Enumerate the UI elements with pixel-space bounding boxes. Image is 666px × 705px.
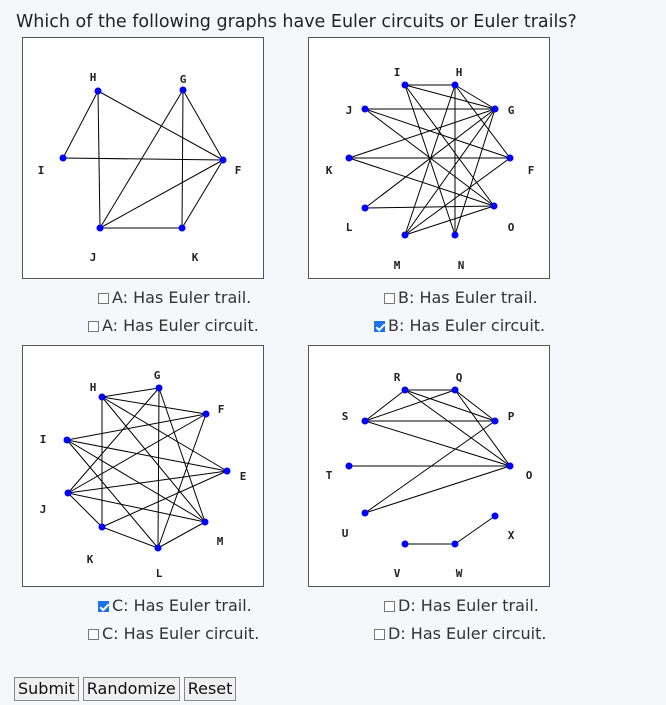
- edge-j-f: [365, 109, 510, 158]
- node-label-h: H: [89, 71, 97, 84]
- option-b-trail[interactable]: [384, 288, 538, 307]
- node-label-g: G: [507, 104, 515, 117]
- node-o: [491, 203, 498, 210]
- edge-h-e: [102, 397, 227, 471]
- node-label-m: M: [393, 259, 401, 272]
- node-m: [202, 519, 209, 526]
- node-label-f: F: [234, 164, 242, 177]
- graph-a: [22, 37, 264, 279]
- node-label-k: K: [86, 553, 94, 566]
- randomize-button[interactable]: Randomize: [83, 677, 180, 701]
- node-h: [95, 88, 102, 95]
- node-label-j: J: [89, 251, 97, 264]
- node-f: [220, 157, 227, 164]
- option-b-trail-checkbox[interactable]: [384, 293, 395, 304]
- node-p: [492, 418, 499, 425]
- edge-q-o: [455, 390, 510, 466]
- edge-g-k: [182, 90, 183, 228]
- node-label-s: S: [341, 410, 349, 423]
- edge-g-m: [159, 388, 205, 522]
- graph-a-canvas: [23, 38, 263, 278]
- edge-r-s: [365, 390, 405, 421]
- edge-i-o: [405, 85, 494, 206]
- node-j: [97, 225, 104, 232]
- edge-h-f: [98, 91, 223, 160]
- node-label-f: F: [217, 403, 225, 416]
- node-g: [156, 385, 163, 392]
- option-d-circuit-checkbox[interactable]: [374, 629, 385, 640]
- option-b-circuit[interactable]: [374, 316, 545, 335]
- edge-h-f: [102, 397, 206, 414]
- edge-h-j: [98, 91, 100, 228]
- node-s: [362, 418, 369, 425]
- node-label-h: H: [89, 381, 97, 394]
- option-d-trail[interactable]: [384, 596, 539, 615]
- node-f: [203, 411, 210, 418]
- edge-i-l: [67, 440, 158, 548]
- option-c-circuit[interactable]: [88, 624, 259, 643]
- node-k: [346, 155, 353, 162]
- node-v: [402, 541, 409, 548]
- edge-h-g: [455, 85, 495, 109]
- node-label-g: G: [179, 73, 187, 86]
- node-label-x: X: [507, 529, 515, 542]
- node-h: [99, 394, 106, 401]
- reset-button[interactable]: Reset: [184, 677, 237, 701]
- node-label-j: J: [345, 104, 353, 117]
- graph-d-canvas: [309, 346, 549, 586]
- question-text: Which of the following graphs have Euler circuits or Euler trails?: [16, 12, 577, 32]
- graph-b: [308, 37, 550, 279]
- edge-m-o: [405, 206, 494, 235]
- option-a-trail-label: A: Has Euler trail.: [112, 288, 252, 307]
- graph-d: [308, 345, 550, 587]
- node-label-q: Q: [455, 371, 463, 384]
- node-label-w: W: [455, 567, 463, 580]
- option-a-circuit-checkbox[interactable]: [88, 321, 99, 332]
- node-label-h: H: [455, 66, 463, 79]
- option-c-circuit-checkbox[interactable]: [88, 629, 99, 640]
- option-a-circuit[interactable]: [88, 316, 259, 335]
- edge-s-o: [365, 421, 510, 466]
- option-d-circuit[interactable]: [374, 624, 546, 643]
- node-r: [402, 387, 409, 394]
- node-label-r: R: [393, 371, 401, 384]
- option-a-trail[interactable]: [98, 288, 251, 307]
- node-o: [507, 463, 514, 470]
- node-g: [492, 106, 499, 113]
- node-i: [402, 82, 409, 89]
- node-k: [179, 225, 186, 232]
- button-bar: [14, 677, 236, 701]
- edge-l-m: [158, 522, 205, 548]
- edge-h-i: [63, 91, 98, 158]
- edge-u-o: [365, 466, 510, 513]
- option-c-trail[interactable]: [98, 596, 252, 615]
- node-m: [402, 232, 409, 239]
- edge-m-f: [405, 158, 510, 235]
- node-h: [452, 82, 459, 89]
- edge-q-p: [455, 390, 495, 421]
- node-label-l: L: [345, 221, 353, 234]
- node-i: [64, 437, 71, 444]
- edge-l-o: [365, 206, 494, 208]
- graph-b-canvas: [309, 38, 549, 278]
- node-w: [452, 541, 459, 548]
- node-g: [180, 87, 187, 94]
- option-a-circuit-label: A: Has Euler circuit.: [102, 316, 259, 335]
- node-label-m: M: [216, 535, 224, 548]
- node-label-k: K: [191, 251, 199, 264]
- graph-c-canvas: [23, 346, 263, 586]
- node-x: [492, 513, 499, 520]
- option-b-trail-label: B: Has Euler trail.: [398, 288, 538, 307]
- node-label-p: P: [507, 410, 515, 423]
- node-n: [452, 232, 459, 239]
- edge-m-g: [405, 109, 495, 235]
- node-label-f: F: [527, 164, 535, 177]
- node-label-o: O: [507, 221, 515, 234]
- node-label-u: U: [341, 527, 349, 540]
- node-k: [99, 524, 106, 531]
- node-label-j: J: [39, 503, 47, 516]
- node-l: [362, 205, 369, 212]
- edge-w-x: [455, 516, 495, 544]
- node-t: [346, 463, 353, 470]
- node-j: [362, 106, 369, 113]
- edge-r-p: [405, 390, 495, 421]
- node-label-v: V: [393, 567, 401, 580]
- node-label-i: I: [37, 164, 45, 177]
- edge-k-g: [349, 109, 495, 158]
- edge-j-f: [100, 160, 223, 228]
- node-i: [60, 155, 67, 162]
- option-b-circuit-label: B: Has Euler circuit.: [388, 316, 546, 335]
- edge-i-g: [405, 85, 495, 109]
- edge-g-l: [158, 388, 159, 548]
- node-label-e: E: [239, 470, 247, 483]
- submit-button[interactable]: Submit: [14, 677, 79, 701]
- edge-i-f: [63, 158, 223, 160]
- node-label-l: L: [155, 567, 163, 580]
- edge-j-k: [68, 493, 102, 527]
- option-c-circuit-label: C: Has Euler circuit.: [102, 624, 260, 643]
- node-label-i: I: [39, 433, 47, 446]
- node-l: [155, 545, 162, 552]
- edge-i-m: [67, 440, 205, 522]
- node-label-o: O: [525, 469, 533, 482]
- edge-h-g: [102, 388, 159, 397]
- node-label-n: N: [457, 259, 465, 272]
- node-label-g: G: [153, 369, 161, 382]
- option-d-circuit-label: D: Has Euler circuit.: [388, 624, 547, 643]
- option-a-trail-checkbox[interactable]: [98, 293, 109, 304]
- node-j: [65, 490, 72, 497]
- option-b-circuit-checkbox[interactable]: [374, 321, 385, 332]
- graph-c: [22, 345, 264, 587]
- option-c-trail-checkbox[interactable]: [98, 601, 109, 612]
- node-label-k: K: [325, 164, 333, 177]
- option-c-trail-label: C: Has Euler trail.: [112, 596, 252, 615]
- node-label-i: I: [393, 66, 401, 79]
- option-d-trail-checkbox[interactable]: [384, 601, 395, 612]
- edge-k-f: [182, 160, 223, 228]
- edge-u-p: [365, 421, 495, 513]
- option-d-trail-label: D: Has Euler trail.: [398, 596, 539, 615]
- node-f: [507, 155, 514, 162]
- node-label-t: T: [325, 469, 333, 482]
- node-e: [224, 468, 231, 475]
- edge-n-g: [455, 109, 495, 235]
- node-u: [362, 510, 369, 517]
- node-q: [452, 387, 459, 394]
